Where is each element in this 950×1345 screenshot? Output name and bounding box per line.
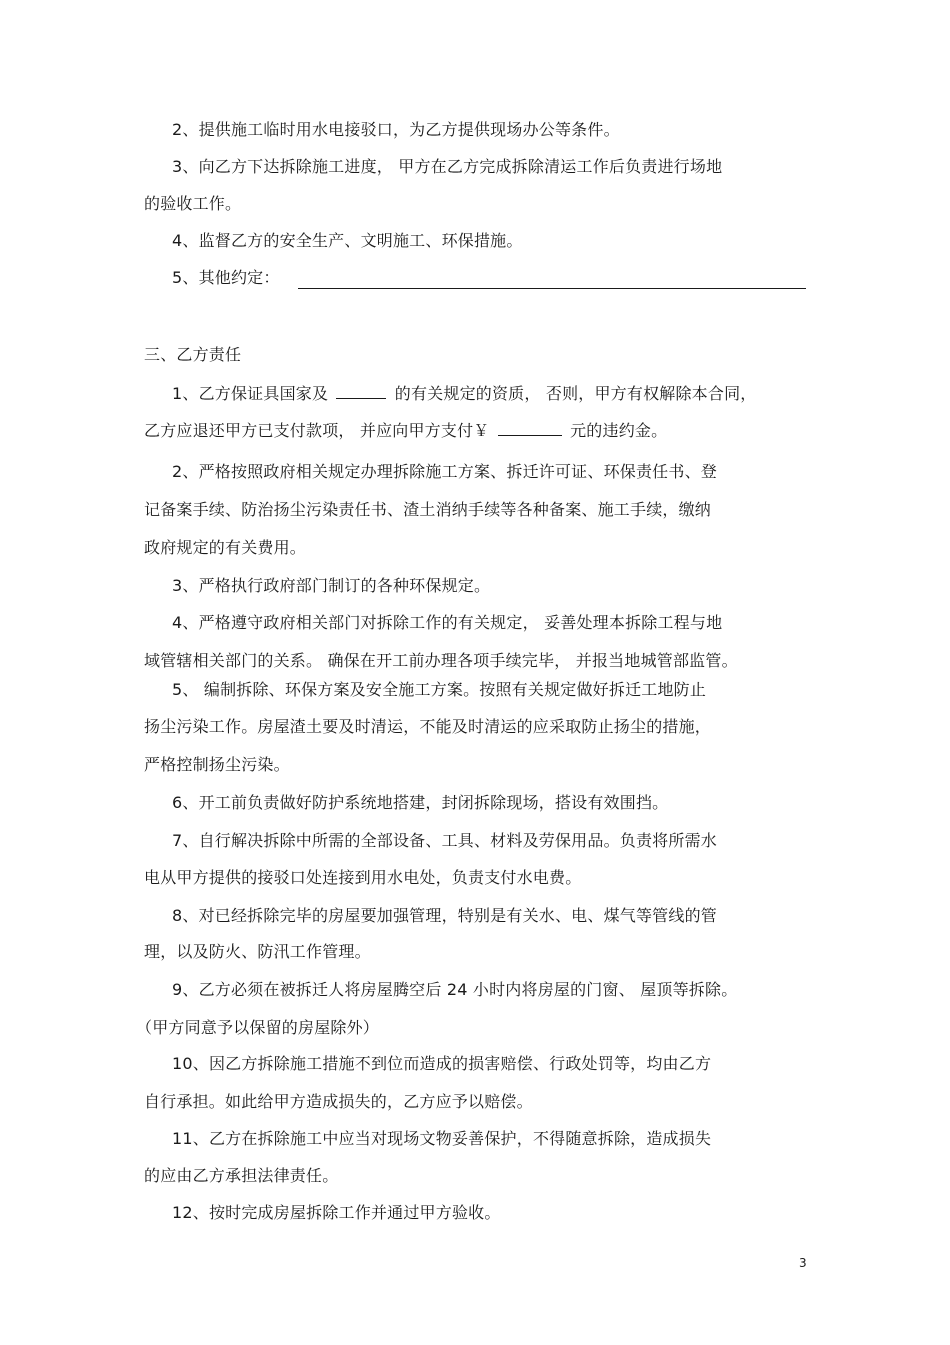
clause-b-11: 11、乙方在拆除施工中应当对现场文物妥善保护，不得随意拆除，造成损失 bbox=[172, 1129, 712, 1148]
clause-b-2-cont-2: 政府规定的有关费用。 bbox=[144, 538, 307, 557]
clause-b-1-text-start: 1、乙方保证具国家及 bbox=[172, 384, 329, 403]
other-terms-blank bbox=[298, 287, 806, 289]
clause-b-4-cont: 域管辖相关部门的关系。 确保在开工前办理各项手续完毕， 并报当地城管部监管。 bbox=[144, 651, 738, 670]
clause-b-11-cont: 的应由乙方承担法律责任。 bbox=[144, 1166, 339, 1185]
clause-a-3: 3、向乙方下达拆除施工进度， 甲方在乙方完成拆除清运工作后负责进行场地 bbox=[172, 157, 723, 176]
clause-b-10-cont: 自行承担。如此给甲方造成损失的，乙方应予以赔偿。 bbox=[144, 1092, 533, 1111]
clause-b-1-cont bbox=[144, 419, 667, 441]
clause-b-3: 3、严格执行政府部门制订的各种环保规定。 bbox=[172, 576, 491, 595]
clause-a-3-cont: 的验收工作。 bbox=[144, 194, 242, 213]
clause-a-4: 4、监督乙方的安全生产、文明施工、环保措施。 bbox=[172, 231, 523, 250]
page-number: 3 bbox=[799, 1256, 807, 1270]
clause-a-2: 2、提供施工临时用水电接驳口，为乙方提供现场办公等条件。 bbox=[172, 120, 620, 139]
clause-b-1 bbox=[172, 382, 756, 404]
clause-b-1-text-end: 的有关规定的资质， 否则，甲方有权解除本合同， bbox=[394, 384, 757, 403]
clause-b-6: 6、开工前负责做好防护系统地搭建，封闭拆除现场，搭设有效围挡。 bbox=[172, 793, 669, 812]
section-title: 三、乙方责任 bbox=[144, 345, 242, 364]
clause-b-4: 4、严格遵守政府相关部门对拆除工作的有关规定， 妥善处理本拆除工程与地 bbox=[172, 613, 723, 632]
clause-b-8-cont: 理，以及防火、防汛工作管理。 bbox=[144, 942, 371, 961]
clause-b-8: 8、对已经拆除完毕的房屋要加强管理，特别是有关水、电、煤气等管线的管 bbox=[172, 906, 717, 925]
clause-b-5-cont-2: 严格控制扬尘污染。 bbox=[144, 755, 290, 774]
clause-b-7-cont: 电从甲方提供的接驳口处连接到用水电处，负责支付水电费。 bbox=[144, 868, 582, 887]
clause-a-5: 5、其他约定： bbox=[172, 268, 280, 287]
penalty-amount-blank bbox=[498, 419, 562, 436]
qualification-blank bbox=[336, 382, 386, 399]
clause-b-9-cont: （甲方同意予以保留的房屋除外） bbox=[136, 1018, 380, 1037]
clause-b-5: 5、 编制拆除、环保方案及安全施工方案。按照有关规定做好拆迁工地防止 bbox=[172, 680, 707, 699]
clause-b-1-cont-text-start: 乙方应退还甲方已支付款项， 并应向甲方支付￥ bbox=[144, 421, 490, 440]
clause-b-12: 12、按时完成房屋拆除工作并通过甲方验收。 bbox=[172, 1203, 501, 1222]
clause-b-5-cont-1: 扬尘污染工作。房屋渣土要及时清运，不能及时清运的应采取防止扬尘的措施， bbox=[144, 717, 712, 736]
clause-b-2: 2、严格按照政府相关规定办理拆除施工方案、拆迁许可证、环保责任书、登 bbox=[172, 462, 717, 481]
clause-b-9: 9、乙方必须在被拆迁人将房屋腾空后 24 小时内将房屋的门窗、 屋顶等拆除。 bbox=[172, 980, 738, 999]
clause-b-7: 7、自行解决拆除中所需的全部设备、工具、材料及劳保用品。负责将所需水 bbox=[172, 831, 717, 850]
clause-b-2-cont-1: 记备案手续、防治扬尘污染责任书、渣土消纳手续等各种备案、施工手续，缴纳 bbox=[144, 500, 712, 519]
clause-b-1-cont-text-end: 元的违约金。 bbox=[570, 421, 668, 440]
clause-b-10: 10、因乙方拆除施工措施不到位而造成的损害赔偿、行政处罚等，均由乙方 bbox=[172, 1054, 712, 1073]
